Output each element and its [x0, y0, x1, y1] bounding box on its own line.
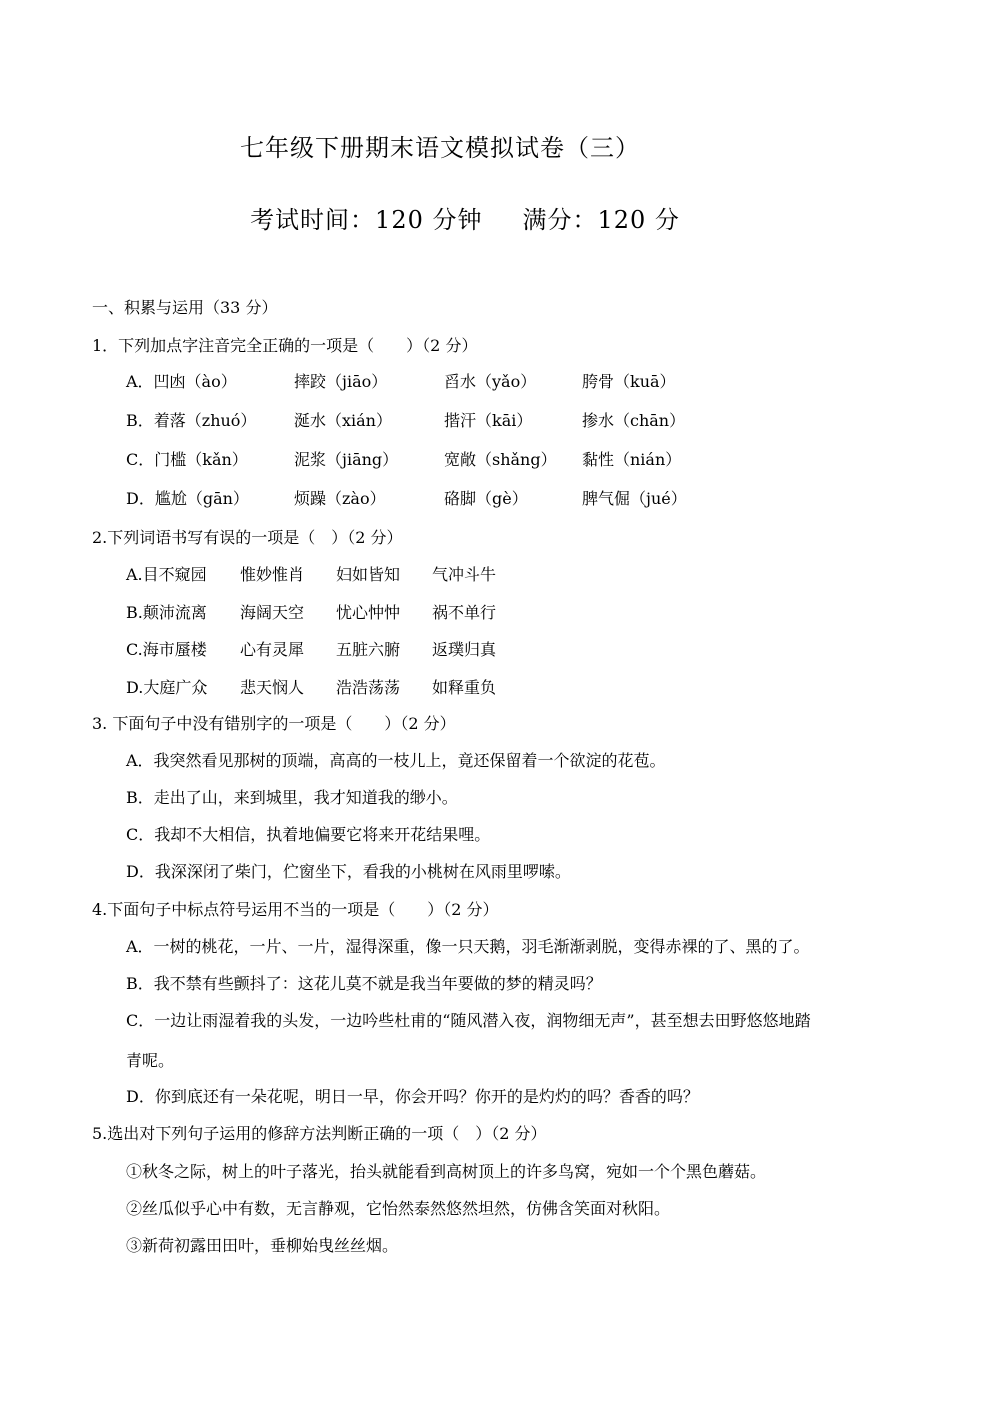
question-1-option-cell: D．尴尬（gān） [126, 489, 249, 508]
question-2-option-cell: 五脏六腑 [336, 640, 401, 659]
question-2-option-cell: D.大庭广众 [126, 677, 208, 697]
full-score: 满分：120 分 [522, 206, 680, 234]
question-2-option-cell: C.海市蜃楼 [126, 640, 207, 659]
question-2-option-cell: 浩浩荡荡 [336, 677, 401, 697]
section-heading: 一、积累与运用（33 分） [92, 298, 278, 317]
question-3-option-c: C．我却不大相信，执着地偏要它将来开花结果哩。 [126, 825, 491, 844]
question-2-option-cell: 惟妙惟肖 [240, 565, 305, 584]
question-4-option-d: D．你到底还有一朵花呢，明日一早，你会开吗？你开的是灼灼的吗？香香的吗？ [126, 1087, 699, 1106]
question-4-stem: 4.下面句子中标点符号运用不当的一项是（ ）（2 分） [92, 900, 499, 919]
question-2-option-cell: 心有灵犀 [240, 640, 305, 659]
question-1-option-cell: 烦躁（zào） [294, 489, 386, 508]
question-2-option-cell: 悲天悯人 [240, 677, 305, 697]
exam-subtitle [0, 200, 930, 235]
question-2-option-cell: 气冲斗牛 [432, 565, 497, 584]
question-1-option-cell: B．着落（zhuó） [126, 411, 257, 430]
question-5-item-3: ③新荷初露田田叶，垂柳始曳丝丝烟。 [126, 1236, 399, 1255]
question-2-stem: 2.下列词语书写有误的一项是（ ）（2 分） [92, 528, 403, 547]
question-2-option-cell: 妇如皆知 [336, 565, 401, 584]
question-2-option-cell: 如释重负 [432, 677, 497, 697]
question-1-option-cell: 宽敞（shǎng） [444, 450, 557, 469]
question-4-option-b: B．我不禁有些颤抖了：这花儿莫不就是我当年要做的梦的精灵吗？ [126, 974, 602, 993]
question-1-option-cell: 泥浆（jiāng） [294, 450, 399, 469]
exam-title: 七年级下册期末语文模拟试卷（三） [240, 134, 640, 162]
exam-time: 考试时间：120 分钟 [250, 206, 483, 234]
question-3-stem: 3. 下面句子中没有错别字的一项是（ ）（2 分） [92, 714, 456, 733]
question-4-option-c: C．一边让雨湿着我的头发，一边吟些杜甫的“随风潜入夜，润物细无声”，甚至想去田野悠悠地踏 [126, 1011, 811, 1030]
question-4-option-c-continued: 青呢。 [126, 1051, 175, 1070]
question-3-option-d: D．我深深闭了柴门，伫窗坐下，看我的小桃树在风雨里啰嗦。 [126, 862, 571, 881]
question-2-option-cell: B.颠沛流离 [126, 602, 207, 622]
question-1-option-cell: 硌脚（gè） [444, 489, 528, 508]
question-1-option-cell: A．凹凼（ào） [126, 372, 237, 391]
question-1-option-cell: 舀水（yǎo） [444, 372, 537, 391]
question-1-stem: 1．下列加点字注音完全正确的一项是（ ）（2 分） [92, 336, 478, 355]
question-2-option-cell: 祸不单行 [432, 602, 497, 622]
question-2-option-cell: 忧心忡忡 [336, 602, 401, 622]
question-1-option-cell: 涎水（xián） [294, 411, 392, 430]
question-3-option-b: B．走出了山，来到城里，我才知道我的缈小。 [126, 788, 458, 807]
question-2-option-cell: 返璞归真 [432, 640, 497, 659]
question-1-option-cell: 脾气倔（jué） [582, 489, 687, 508]
question-2-option-cell: 海阔天空 [240, 602, 305, 622]
question-1-option-cell: 揩汗（kāi） [444, 411, 533, 430]
question-3-option-a: A．我突然看见那树的顶端，高高的一枝儿上，竟还保留着一个欲淀的花苞。 [126, 751, 666, 770]
question-4-option-a: A．一树的桃花，一片、一片，湿得深重，像一只天鹅，羽毛渐渐剥脱，变得赤裸的了、黑的了。 [126, 937, 810, 956]
question-2-option-cell: A.目不窥园 [126, 565, 207, 584]
question-1-option-cell: C．门槛（kǎn） [126, 450, 248, 469]
question-5-stem: 5.选出对下列句子运用的修辞方法判断正确的一项（ ）（2 分） [92, 1124, 547, 1143]
question-5-item-2: ②丝瓜似乎心中有数，无言静观，它怡然泰然悠然坦然，仿佛含笑面对秋阳。 [126, 1199, 671, 1218]
question-1-option-cell: 掺水（chān） [582, 411, 686, 430]
question-1-option-cell: 黏性（nián） [582, 450, 682, 469]
question-5-item-1: ①秋冬之际，树上的叶子落光，抬头就能看到高树顶上的许多鸟窝，宛如一个个黑色蘑菇。 [126, 1162, 767, 1181]
question-1-option-cell: 胯骨（kuā） [582, 372, 676, 391]
question-1-option-cell: 摔跤（jiāo） [294, 372, 388, 391]
